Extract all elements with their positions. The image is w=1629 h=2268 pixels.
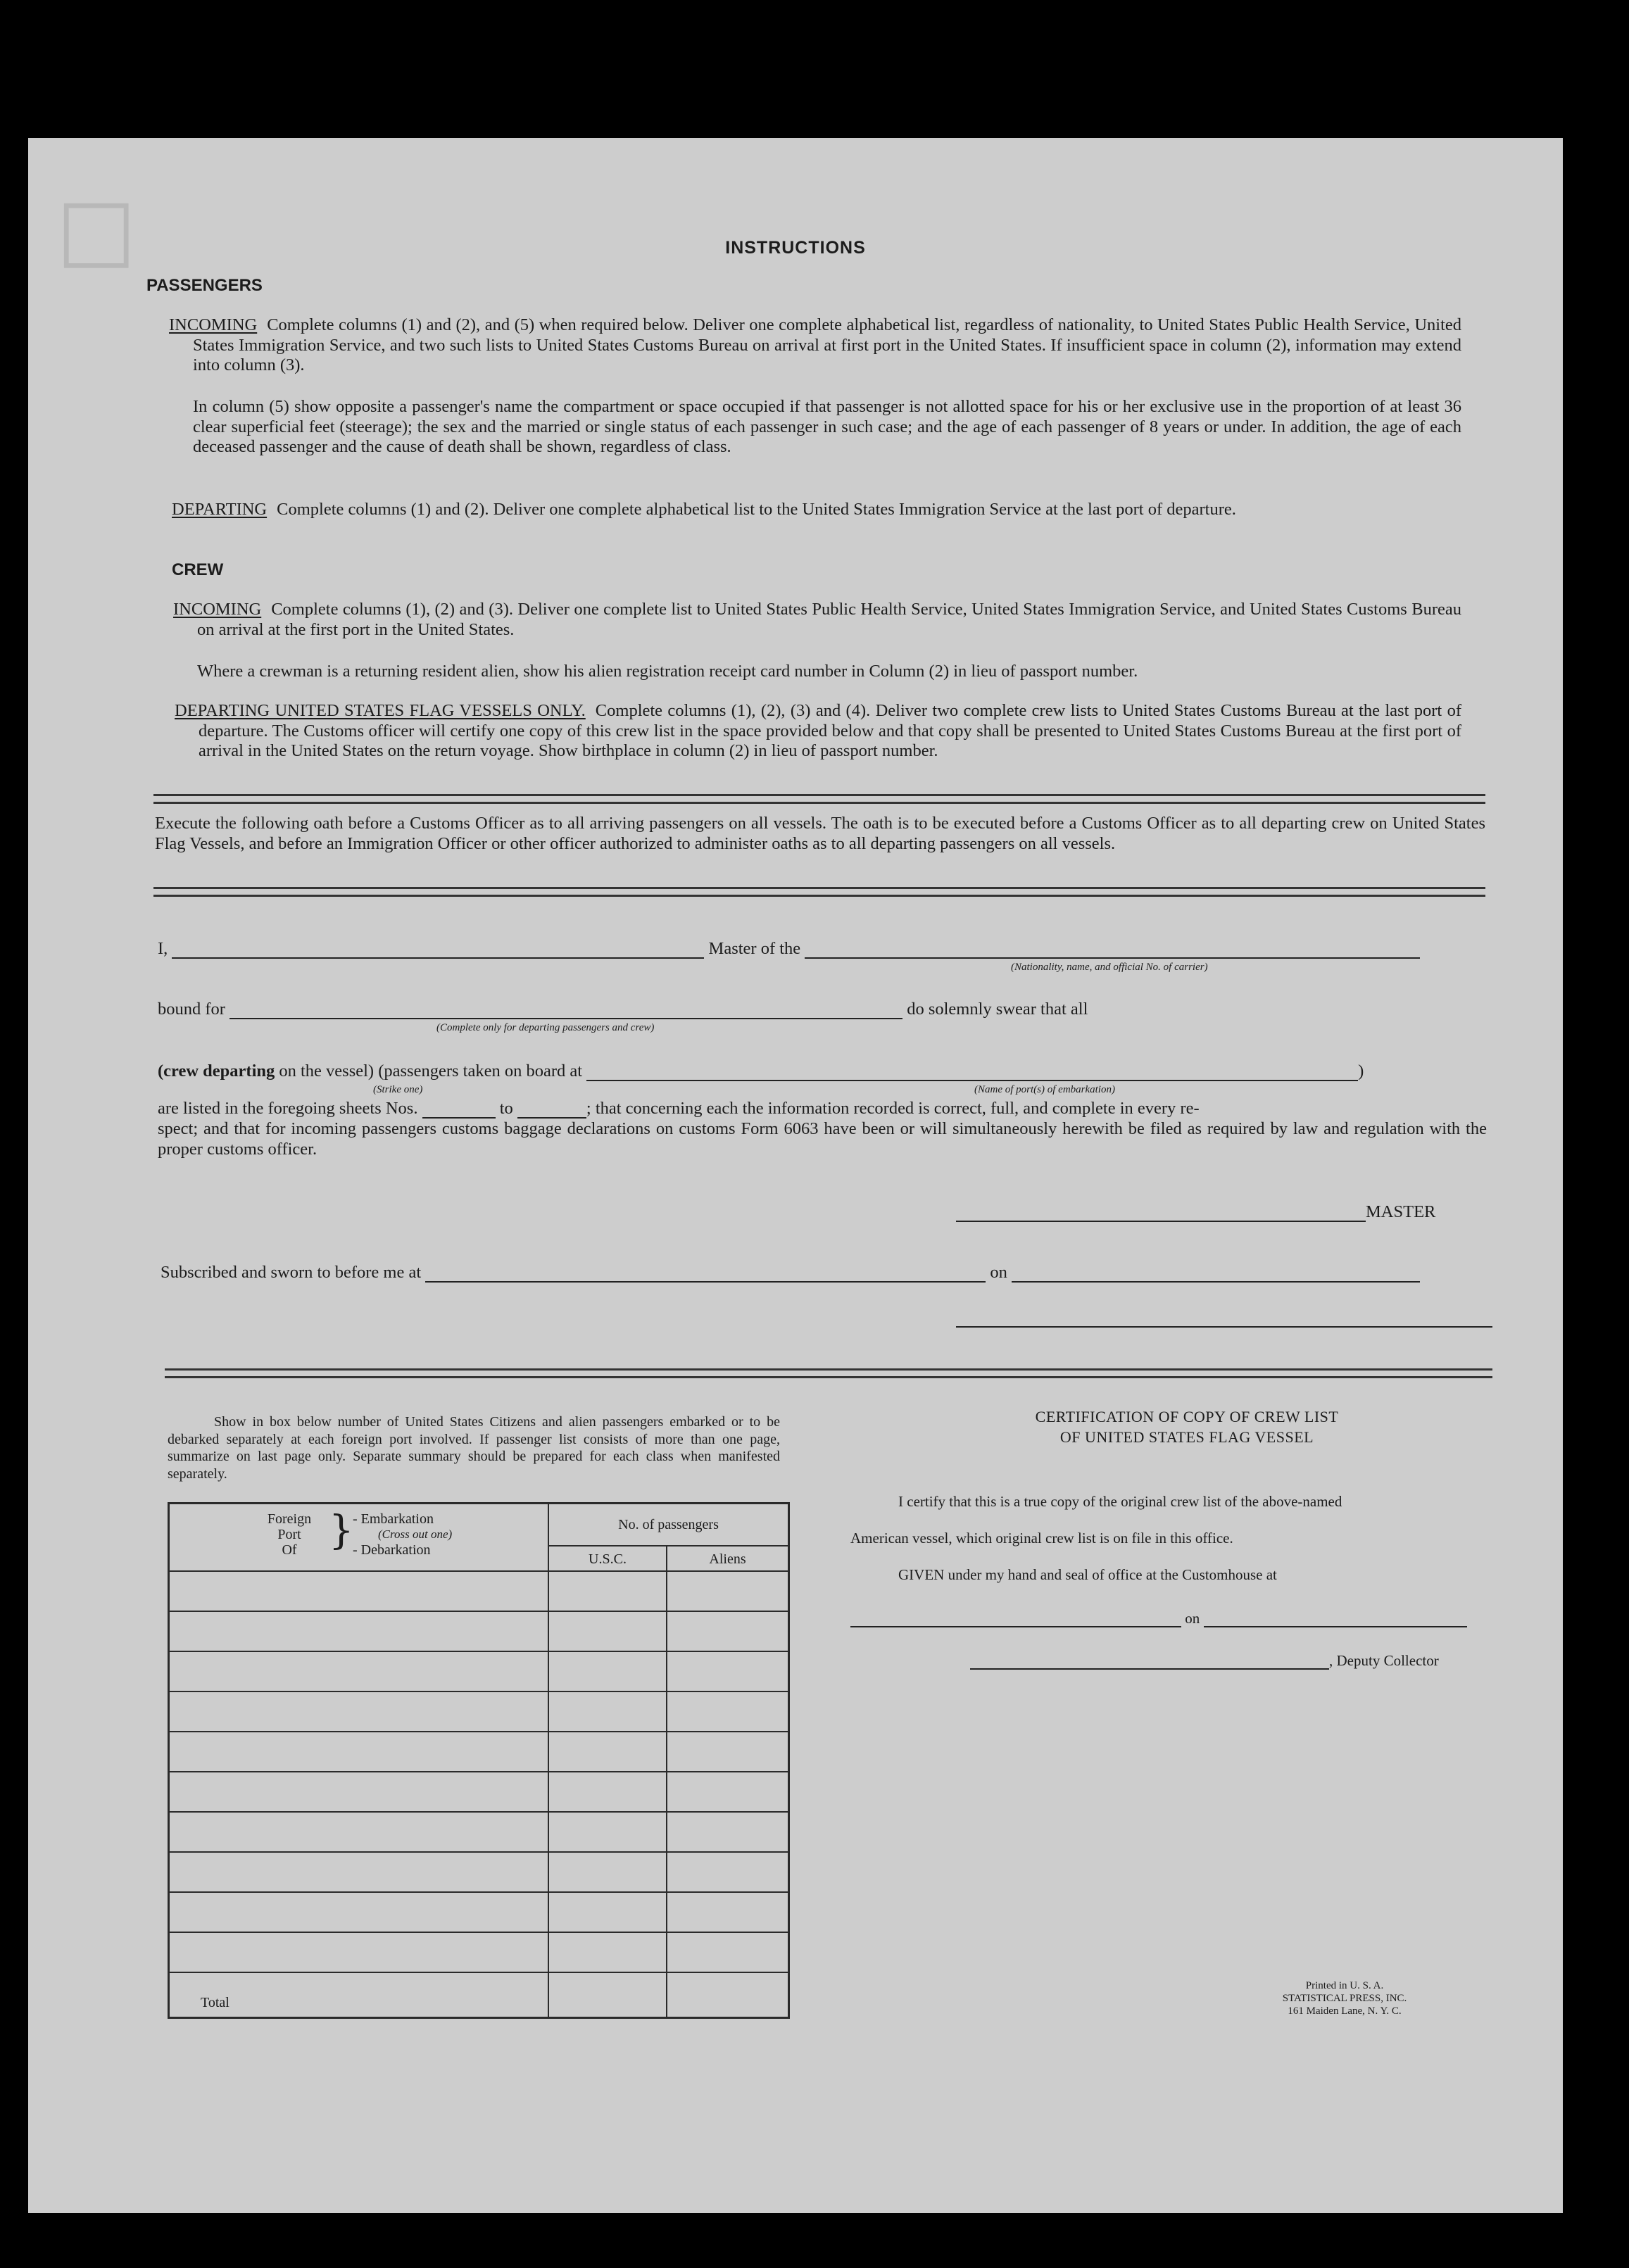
sheet-to-field[interactable] — [517, 1103, 586, 1119]
customhouse-field[interactable] — [850, 1612, 1181, 1627]
passengers-departing-paragraph — [172, 500, 1461, 520]
table-row[interactable] — [170, 1853, 788, 1893]
table-row[interactable] — [170, 1813, 788, 1853]
passengers-taken-option[interactable]: (passengers taken on board at — [378, 1061, 583, 1081]
foreign-label: Foreign — [267, 1511, 312, 1527]
embark-debark-labels — [353, 1511, 493, 1558]
foreign-port-of — [254, 1511, 325, 1558]
no-of-passengers-header: No. of passengers — [549, 1504, 788, 1546]
strike-caption: (Strike one) — [373, 1084, 423, 1095]
double-rule-top — [153, 794, 1485, 804]
usc-header: U.S.C. — [549, 1546, 667, 1572]
port-caption: (Name of port(s) of embarkation) — [974, 1084, 1115, 1095]
sworn-date-field[interactable] — [1012, 1267, 1420, 1283]
table-row[interactable] — [170, 1652, 788, 1692]
passengers-incoming-text: Complete columns (1) and (2), and (5) when required below. Deliver one complete alphabetical list, regardless of nationality, to United States Public Health Service, United States Immigration Service, and two such lists to United States Customs Bureau on arrival at first port in the United States. If insufficient space in column (2), information may extend into column (3). — [193, 315, 1461, 374]
table-row[interactable] — [170, 1893, 788, 1933]
oath-i-label: I, — [158, 939, 168, 958]
deputy-signature-field[interactable] — [970, 1654, 1329, 1670]
oath-crew-line — [158, 1061, 1364, 1081]
nationality-caption: (Nationality, name, and official No. of carrier) — [1011, 962, 1208, 973]
table-row[interactable] — [170, 1692, 788, 1732]
bleed-through-mark: □ — [56, 180, 137, 278]
cross-out-label: (Cross out one) — [378, 1527, 453, 1541]
bound-caption: (Complete only for departing passengers and crew) — [436, 1022, 655, 1033]
printer-address: 161 Maiden Lane, N. Y. C. — [1288, 2005, 1402, 2017]
instructions-title: INSTRUCTIONS — [725, 238, 866, 258]
swear-label: do solemnly swear that all — [907, 1000, 1088, 1019]
crew-incoming-text: Complete columns (1), (2) and (3). Deliver one complete list to United States Public Health Service, United States Immigration Service, and United States Customs Bureau on arrival at the first port in the United States. — [197, 600, 1461, 639]
listed-to: to — [499, 1099, 513, 1118]
given-line: GIVEN under my hand and seal of office at the Customhouse at — [898, 1566, 1277, 1583]
close-paren: ) — [1358, 1061, 1364, 1081]
certification-title — [941, 1406, 1433, 1447]
sheet-from-field[interactable] — [422, 1103, 496, 1119]
officer-signature-field[interactable] — [956, 1312, 1492, 1328]
oath-master-line — [158, 939, 1420, 959]
debarkation-label: - Debarkation — [353, 1542, 431, 1558]
crew-departing-paragraph — [175, 701, 1461, 762]
certification-title-line1: CERTIFICATION OF COPY OF CREW LIST — [1035, 1408, 1339, 1425]
deputy-label: , Deputy Collector — [1329, 1652, 1439, 1669]
passengers-incoming-label: INCOMING — [169, 315, 258, 334]
double-rule-oath — [153, 887, 1485, 897]
on-vessel-label: on the vessel) — [279, 1061, 375, 1081]
of-label: Of — [282, 1542, 297, 1558]
master-label: MASTER — [1366, 1202, 1436, 1221]
cert-date-field[interactable] — [1204, 1612, 1467, 1627]
customhouse-line — [850, 1609, 1467, 1627]
brace-icon: } — [329, 1508, 354, 1554]
crew-resident-paragraph: Where a crewman is a returning resident alien, show his alien registration receipt card number in Column (2) in lieu of passport number. — [197, 662, 1138, 681]
sworn-on-label: on — [990, 1263, 1007, 1282]
crew-incoming-label: INCOMING — [173, 600, 262, 619]
master-signature-line — [956, 1202, 1435, 1222]
double-rule-bottom — [165, 1368, 1492, 1378]
table-row[interactable] — [170, 1933, 788, 1973]
total-label: Total — [201, 1995, 229, 2010]
listed-suffix: ; that concerning each the information recorded is correct, full, and complete in every re- — [586, 1099, 1200, 1118]
subscribed-label: Subscribed and sworn to before me at — [161, 1263, 422, 1282]
crew-departing-option[interactable]: (crew departing — [158, 1061, 275, 1081]
master-of-label: Master of the — [708, 939, 801, 958]
cert-on-label: on — [1185, 1610, 1200, 1627]
oath-instruction: Execute the following oath before a Customs Officer as to all arriving passengers on all vessels. The oath is to be executed before a Customs Officer as to all departing crew on United States Flag Vessels, and before an Immigration Officer or other officer authorized to administer oaths as to all departing passengers on all vessels. — [155, 814, 1485, 853]
aliens-header: Aliens — [667, 1546, 788, 1572]
column5-paragraph: In column (5) show opposite a passenger's name the compartment or space occupied if that passenger is not allotted space for his or her exclusive use in the proportion of at least 36 clear superficial feet (steerage); the sex and the married or single status of each passenger in such case; and the age of each passenger of 8 years or under. In addition, the age of each deceased passenger and the cause of death shall be shown, regardless of class. — [193, 397, 1461, 456]
printed-in-usa: Printed in U. S. A. — [1305, 1980, 1384, 1991]
embarkation-label: - Embarkation — [353, 1511, 434, 1527]
certification-title-line2: OF UNITED STATES FLAG VESSEL — [1059, 1428, 1314, 1446]
port-label: Port — [277, 1527, 301, 1542]
listed-rest: spect; and that for incoming passengers customs baggage declarations on customs Form 6063 have been or will simultaneously herewith be filed as required by law and regulation with the proper customs officer. — [158, 1119, 1487, 1159]
passenger-summary-table — [168, 1502, 790, 2019]
printer-imprint — [1239, 1979, 1450, 2017]
bound-for-label: bound for — [158, 1000, 225, 1019]
bound-for-field[interactable] — [229, 1004, 902, 1019]
aliens-column-divider — [666, 1572, 667, 2017]
sworn-place-field[interactable] — [425, 1267, 986, 1283]
passengers-departing-label: DEPARTING — [172, 500, 268, 519]
crew-heading: CREW — [172, 560, 224, 579]
usc-column-divider — [548, 1572, 549, 2017]
deputy-line — [970, 1651, 1439, 1670]
passengers-incoming-paragraph — [169, 315, 1461, 376]
table-row[interactable] — [170, 1612, 788, 1652]
summary-instruction: Show in box below number of United States Citizens and alien passengers embarked or to be debarked separately at each foreign port involved. If passenger list consists of more than one page, summarize on last page only. Separate summary should be prepared for each class when manifested separately. — [168, 1414, 780, 1482]
master-name-field[interactable] — [172, 943, 704, 959]
port-header-cell — [170, 1504, 549, 1572]
subscribed-line — [161, 1263, 1420, 1283]
master-signature-field[interactable] — [956, 1207, 1366, 1222]
printer-name: STATISTICAL PRESS, INC. — [1282, 1993, 1407, 2004]
certify-line2: American vessel, which original crew list is on file in this office. — [850, 1530, 1233, 1546]
table-row[interactable] — [170, 1732, 788, 1772]
oath-bound-line — [158, 1000, 1088, 1019]
listed-prefix: are listed in the foregoing sheets Nos. — [158, 1099, 418, 1118]
embarkation-port-field[interactable] — [586, 1066, 1358, 1081]
crew-departing-text: Complete columns (1), (2), (3) and (4). Deliver two complete crew lists to United States Customs Bureau at the last port of departure. The Customs officer will certify one copy of this crew list in the space provided below and that copy shall be presented to United States Customs Bureau at the first port of arrival in the United States on the return voyage. Show birthplace in column (2) in lieu of passport number. — [199, 701, 1461, 760]
table-row[interactable] — [170, 1772, 788, 1813]
crew-incoming-paragraph — [173, 600, 1461, 640]
carrier-field[interactable] — [805, 943, 1420, 959]
oath-listed-paragraph — [158, 1098, 1487, 1159]
passengers-departing-text: Complete columns (1) and (2). Deliver one complete alphabetical list to the United States Immigration Service at the last port of departure. — [277, 500, 1236, 519]
form-sheet — [28, 138, 1563, 2213]
table-row[interactable] — [170, 1572, 788, 1612]
passengers-heading: PASSENGERS — [146, 276, 263, 295]
certify-line1: I certify that this is a true copy of the original crew list of the above-named — [898, 1493, 1342, 1510]
crew-departing-label: DEPARTING UNITED STATES FLAG VESSELS ONLY. — [175, 701, 586, 720]
